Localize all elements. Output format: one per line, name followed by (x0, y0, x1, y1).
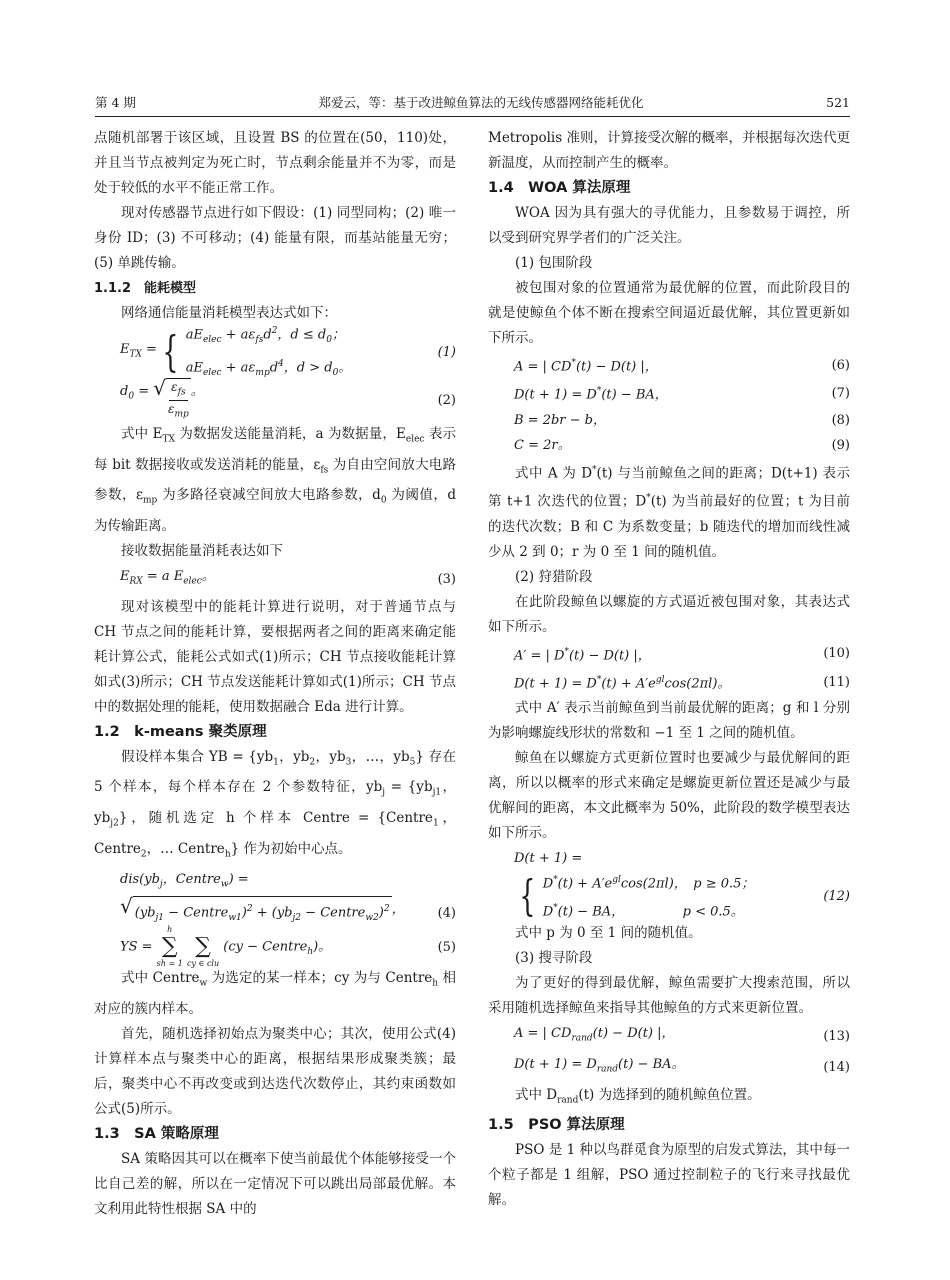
section-heading: 1.3 SA 策略原理 (94, 1125, 219, 1142)
equation-4-line-1: $dis(yb_j$，Centre$_w$) = (120, 872, 249, 890)
equation-10: A′ = | D*(t) − D(t) |， (10) (488, 640, 850, 668)
equation-2: $d_0$ = √ $\frac{\varepsilon_{fs}}{\varepsilon_{mp}}$ 。 (2) (94, 378, 456, 422)
equation-9: C = 2r。 (9) (488, 433, 850, 458)
section-heading: 1.5 PSO 算法原理 (488, 1117, 625, 1134)
equation-11: $D(t + 1) = D^*(t) + A'e^{gl}\cos(2\pi l)$。 (11) (488, 668, 850, 696)
paragraph: 首先，随机选择初始点为聚类中心；其次，使用公式(4)计算样本点与聚类中心的距离，根据结果形成聚类簇；最后，聚类中心不再改变或到达迭代次数停止，其约束函数如公式(5)所示。 (94, 1025, 456, 1117)
subsection-heading: 1.1.2 能耗模型 (94, 281, 197, 296)
paragraph: 现对该模型中的能耗计算进行说明，对于普通节点与 CH 节点之间的能耗计算，要根据两者之间的距离来确定能耗计算公式，能耗公式如式(1)所示；CH 节点接收能耗计算如式(3)所示；CH 节点发送能耗计算如式(1)所示；CH 节点中的数据处理的能耗，使用数据融合 Eda 进行计算。 (94, 598, 456, 715)
paragraph: 式中 A′ 表示当前鲸鱼到当前最优解的距离；g 和 l 分别为影响螺旋线形状的常数和 −1 至 1 之间的随机值。 (488, 700, 850, 742)
issue-label: 第 4 期 (95, 95, 136, 110)
paragraph: 式中 p 为 0 至 1 间的随机值。 (515, 925, 702, 942)
paragraph: SA 策略因其可以在概率下使当前最优个体能够接受一个比自己差的解，所以在一定情况下可以跳出局部最优解。本文利用此特性根据 SA 中的 (94, 1150, 456, 1217)
equation-13: A = | $CD_{rand}(t) - D(t)$ |， (13) (488, 1021, 850, 1052)
page-number: 521 (826, 94, 850, 110)
equation-3: $E_{RX} = a$ $E_{elec}$。 (3) (94, 564, 456, 595)
paragraph: Metropolis 准则，计算接受次解的概率，并根据每次迭代更新温度，从而控制产生的概率。 (488, 130, 850, 171)
left-column (94, 126, 456, 1222)
phase-heading: (1) 包围阶段 (515, 255, 593, 271)
equation-14: $D(t + 1) = D_{rand}(t)$ − BA。 (14) (488, 1052, 850, 1083)
equation-number: (1) (437, 344, 456, 360)
paragraph: 现对传感器节点进行如下假设：(1) 同型同构；(2) 唯一身份 ID；(3) 不可移动；(4) 能量有限，而基站能量无穷；(5) 单跳传输。 (94, 205, 456, 271)
equation-5: YS = h ∑ sh = 1 ∑ cy ∈ clu (cy − Centre$_h$)。 (5) (120, 925, 456, 968)
paragraph: 点随机部署于该区域，且设置 BS 的位置在(50，110)处，并且当节点被判定为死亡时，节点剩余能量并不为零，而是处于较低的水平不能正常工作。 (94, 130, 456, 196)
equation-number: (11) (823, 674, 850, 690)
equation-number: (6) (831, 357, 850, 373)
paragraph: 网络通信能量消耗模型表达式如下： (121, 305, 337, 321)
equation-number: (9) (831, 437, 850, 453)
equation-number: (5) (437, 939, 456, 955)
right-column (488, 126, 850, 1213)
paragraph: 式中 A 为 D*(t) 与当前鲸鱼之间的距离；D(t+1) 表示第 t+1 次迭代的位置；D*(t) 为当前最好的位置；t 为目前的迭代次数；B 和 C 为系数变量；b 随迭代的增加而线性减少从 2 到 0；r 为 0 至 1 间的随机值。 (488, 464, 850, 560)
equation-7: D(t + 1) = D*(t) − BA， (7) (488, 379, 850, 407)
paragraph: 鲸鱼在以螺旋方式更新位置时也要减少与最优解间的距离，所以以概率的形式来确定是螺旋更新位置还是减少与最优解间的距离，本文此概率为 50%，此阶段的数学模型表达如下所示。 (488, 750, 850, 842)
eq1-case-2: $aE_{elec} + a\varepsilon_{mp}d^4$，$d > d_0$。 (185, 359, 352, 378)
equation-number: (13) (823, 1029, 850, 1045)
equation-1 (94, 326, 456, 378)
paragraph: PSO 是 1 种以鸟群觅食为原型的启发式算法，其中每一个粒子都是 1 组解，PSO 通过控制粒子的飞行来寻找最优解。 (488, 1142, 850, 1209)
equation-6: A = | CD*(t) − D(t) |， (6) (488, 351, 850, 379)
eq12-case-2: D*(t) − BA， p < 0.5。 (542, 903, 744, 920)
equation-number: (2) (437, 392, 456, 408)
equation-12 (488, 871, 850, 921)
eq12-case-1: $D^*(t) + A'e^{gl}\cos(2\pi l)$， p ≥ 0.5； (542, 874, 755, 892)
phase-heading: (2) 狩猎阶段 (515, 568, 593, 585)
equation-number: (14) (823, 1059, 850, 1075)
running-header (95, 92, 850, 112)
equation-number: (10) (823, 646, 850, 662)
paragraph: WOA 因为具有强大的寻优能力，且参数易于调控，所以受到研究界学者们的广泛关注。 (488, 205, 850, 246)
equation-12-lhs: D(t + 1) = (514, 851, 583, 867)
paragraph: 被包围对象的位置通常为最优解的位置，而此阶段目的就是使鲸鱼个体不断在搜索空间逼近最优解，其位置更新如下所示。 (488, 280, 850, 346)
eq1-case-1: $aE_{elec} + a\varepsilon_{fs}d^2$，$d \le d_0$； (185, 326, 345, 345)
phase-heading: (3) 搜寻阶段 (515, 950, 593, 967)
equation-8: B = 2br − b， (8) (488, 408, 850, 433)
section-heading: 1.2 k-means 聚类原理 (94, 723, 267, 740)
running-title: 郑爱云，等：基于改进鲸鱼算法的无线传感器网络能耗优化 (318, 95, 644, 110)
equation-number: (12) (823, 888, 850, 904)
paragraph: 式中 Centre$_w$ 为选定的某一样本；cy 为与 Centre$_h$ 相对应的簇内样本。 (94, 970, 456, 1017)
equation-number: (8) (831, 412, 850, 428)
paragraph: 在此阶段鲸鱼以螺旋的方式逼近被包围对象，其表达式如下所示。 (488, 593, 850, 635)
section-heading: 1.4 WOA 算法原理 (488, 180, 631, 196)
paragraph: 式中 $E_{TX}$ 为数据发送能量消耗，a 为数据量，$E_{elec}$ 表示每 bit 数据接收或发送消耗的能量，$\varepsilon_{fs}$ 为自由空间放大电路参数，$\varepsilon_{mp}$ 为多路径衰减空间放大电路参数，$d_0$ 为阈值，d 为传输距离。 (94, 426, 456, 535)
eq1-lhs: $E_{TX}$ = (120, 341, 157, 360)
paragraph: 式中 $D_{rand}(t)$ 为选择到的随机鲸鱼位置。 (515, 1086, 761, 1106)
header-divider (95, 116, 850, 117)
equation-number: (7) (831, 385, 850, 401)
paragraph: 接收数据能量消耗表达如下 (121, 543, 283, 560)
paragraph: 假设样本集合 YB = {$yb_1$，$yb_2$，$yb_3$，…，$yb_5$} 存在 5 个样本，每个样本存在 2 个参数特征，$yb_j = \{yb_{j1}$，$yb_{j2}$}，随机选定 h 个样本 Centre = {Centre$_1$，Centre$_2$，… Centre$_h$} 作为初始中心点。 (94, 748, 457, 860)
equation-4: √ ($yb_{j1}$ − Centre$_{w1}$)$^2$ + ($yb_{j2}$ − Centre$_{w2}$)$^2$ ， (4) (94, 898, 456, 928)
paragraph: 为了更好的得到最优解，鲸鱼需要扩大搜索范围，所以采用随机选择鲸鱼来指导其他鲸鱼的方式来更新位置。 (488, 975, 850, 1017)
equation-number: (4) (437, 905, 456, 921)
brace: { (162, 327, 179, 376)
equation-number: (3) (437, 571, 456, 587)
brace: { (519, 871, 536, 921)
